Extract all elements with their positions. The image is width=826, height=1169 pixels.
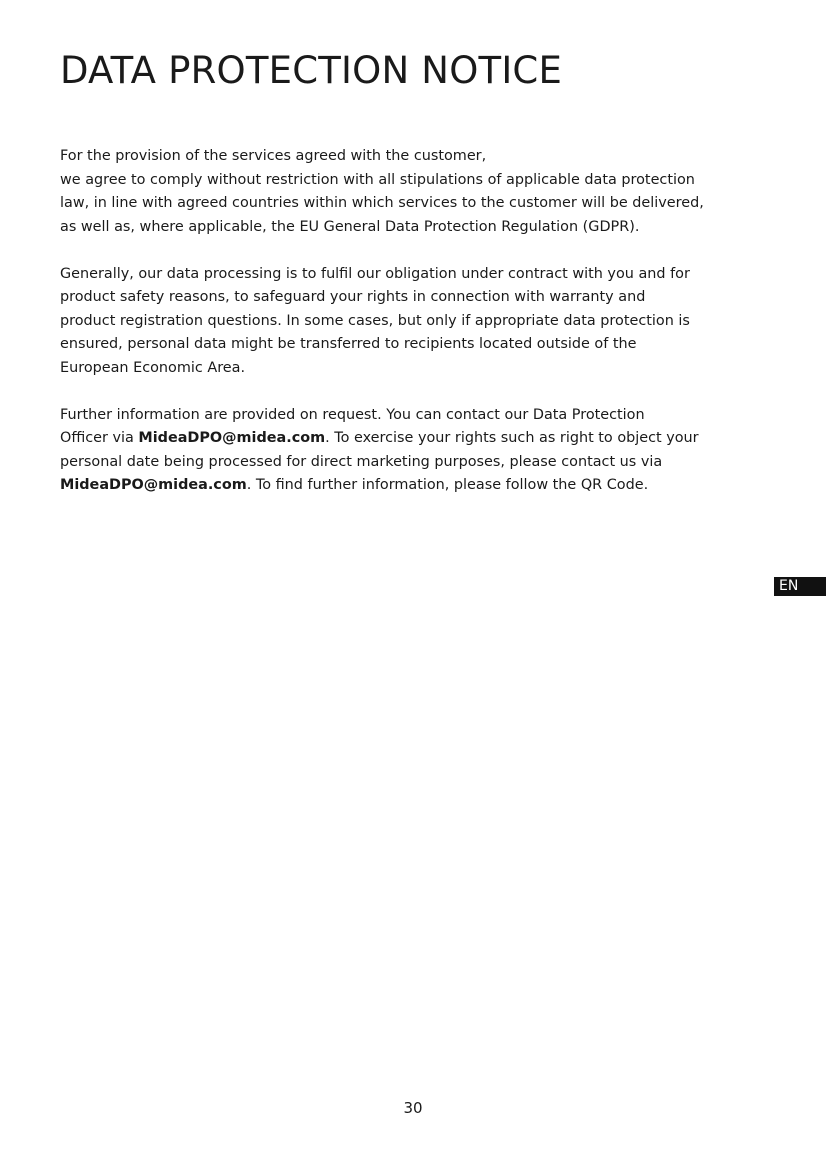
- text-fragment: Officer via: [60, 430, 139, 446]
- paragraph-further-information: [60, 404, 776, 498]
- dpo-email-link-marketing[interactable]: MideaDPO@midea.com: [60, 477, 247, 493]
- dpo-email-link[interactable]: MideaDPO@midea.com: [138, 430, 326, 446]
- text-line: European Economic Area.: [60, 359, 246, 376]
- text-line: [60, 427, 776, 451]
- text-line: ensured, personal data might be transferred to recipients located outside of the: [60, 336, 637, 352]
- page-title: DATA PROTECTION NOTICE: [60, 49, 563, 92]
- language-tab: EN: [774, 577, 826, 596]
- text-line: Further information are provided on request. You can contact our Data Protection: [60, 406, 645, 423]
- text-line: [60, 474, 776, 498]
- text-line: personal date being processed for direct marketing purposes, please contact us via: [60, 453, 663, 470]
- text-line: product registration questions. In some cases, but only if appropriate data protection is: [60, 312, 690, 329]
- text-line: Generally, our data processing is to fulfil our obligation under contract with you and for: [60, 265, 690, 282]
- text-line: law, in line with agreed countries within which services to the customer will be delivered,: [60, 195, 704, 211]
- paragraph-processing: [60, 263, 776, 381]
- page-number: 30: [403, 1099, 423, 1117]
- text-fragment: . To exercise your rights such as right to object your: [325, 430, 699, 446]
- notice-body: [60, 145, 776, 521]
- text-line: we agree to comply without restriction with all stipulations of applicable data protection: [60, 171, 695, 188]
- text-line: For the provision of the services agreed with the customer,: [60, 148, 487, 164]
- text-line: product safety reasons, to safeguard your rights in connection with warranty and: [60, 289, 646, 305]
- text-fragment: . To find further information, please follow the QR Code.: [246, 477, 649, 493]
- text-line: as well as, where applicable, the EU General Data Protection Regulation (GDPR).: [60, 218, 640, 235]
- paragraph-services: [60, 145, 776, 239]
